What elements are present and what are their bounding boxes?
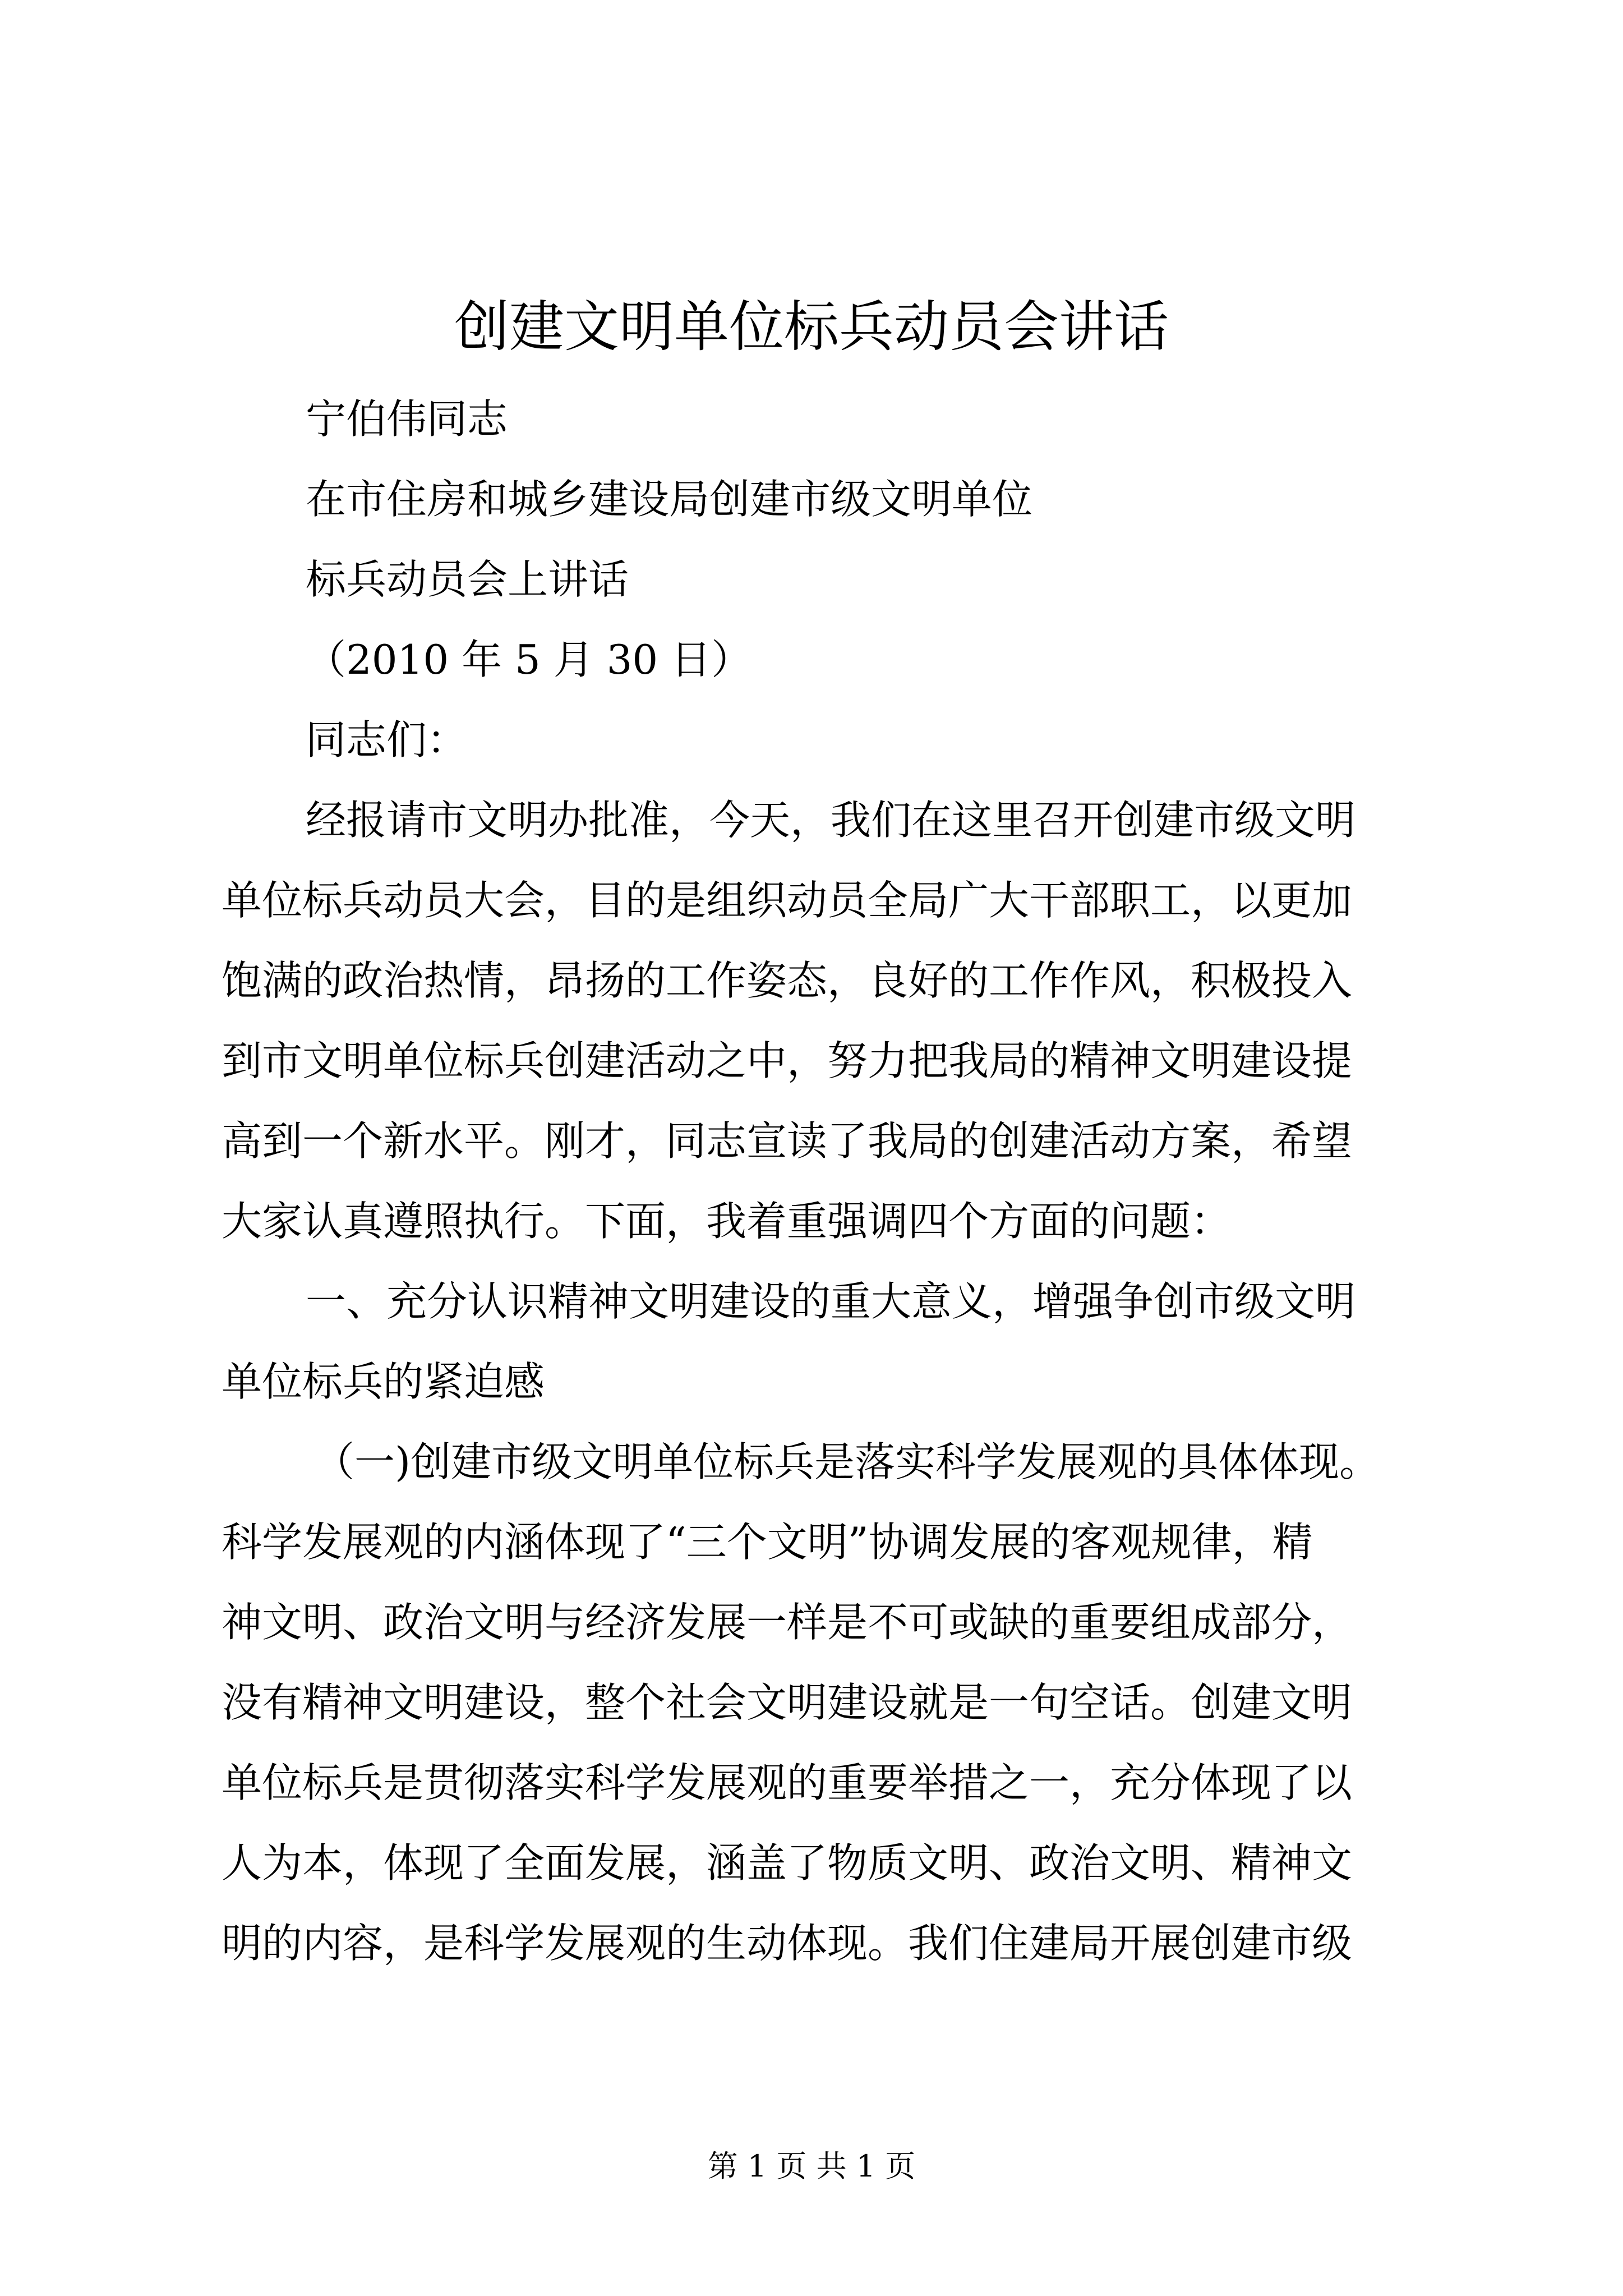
paragraph-line: 高到一个新水平。刚才，同志宣读了我局的创建活动方案，希望 bbox=[222, 1117, 1353, 1165]
paragraph-line: 大家认真遵照执行。下面，我着重强调四个方面的问题： bbox=[222, 1198, 1232, 1245]
paragraph-line: 没有精神文明建设，整个社会文明建设就是一句空话。创建文明 bbox=[222, 1679, 1353, 1726]
page-footer: 第 1 页 共 1 页 bbox=[707, 2148, 916, 2184]
occasion-line-2: 标兵动员会上讲话 bbox=[306, 556, 629, 603]
paragraph-line: 人为本，体现了全面发展，涵盖了物质文明、政治文明、精神文 bbox=[222, 1839, 1353, 1887]
section-heading-line: 一、充分认识精神文明建设的重大意义，增强争创市级文明 bbox=[306, 1278, 1356, 1325]
paragraph-line: 饱满的政治热情，昂扬的工作姿态，良好的工作作风，积极投入 bbox=[222, 957, 1353, 1004]
paragraph-line: 到市文明单位标兵创建活动之中，努力把我局的精神文明建设提 bbox=[222, 1037, 1353, 1084]
salutation-line: 同志们： bbox=[306, 716, 468, 763]
document-body bbox=[222, 379, 1433, 1984]
paragraph-line: 单位标兵是贯彻落实科学发展观的重要举措之一，充分体现了以 bbox=[222, 1759, 1353, 1806]
speaker-line: 宁伯伟同志 bbox=[306, 395, 508, 443]
section-heading-line: 单位标兵的紧迫感 bbox=[222, 1358, 545, 1405]
paragraph-line: 神文明、政治文明与经济发展一样是不可或缺的重要组成部分， bbox=[222, 1599, 1353, 1646]
paragraph-line: 科学发展观的内涵体现了“三个文明”协调发展的客观规律，精 bbox=[222, 1519, 1313, 1566]
document-title: 创建文明单位标兵动员会讲话 bbox=[454, 295, 1169, 359]
paragraph-line: 经报请市文明办批准，今天，我们在这里召开创建市级文明 bbox=[306, 797, 1356, 844]
paragraph-line: 单位标兵动员大会，目的是组织动员全局广大干部职工，以更加 bbox=[222, 877, 1353, 924]
paragraph-line: 明的内容，是科学发展观的生动体现。我们住建局开展创建市级 bbox=[222, 1920, 1353, 1967]
date-line: （2010 年 5 月 30 日） bbox=[306, 636, 752, 683]
subsection-line: （一)创建市级文明单位标兵是落实科学发展观的具体体现。 bbox=[314, 1438, 1380, 1485]
occasion-line-1: 在市住房和城乡建设局创建市级文明单位 bbox=[306, 476, 1033, 523]
